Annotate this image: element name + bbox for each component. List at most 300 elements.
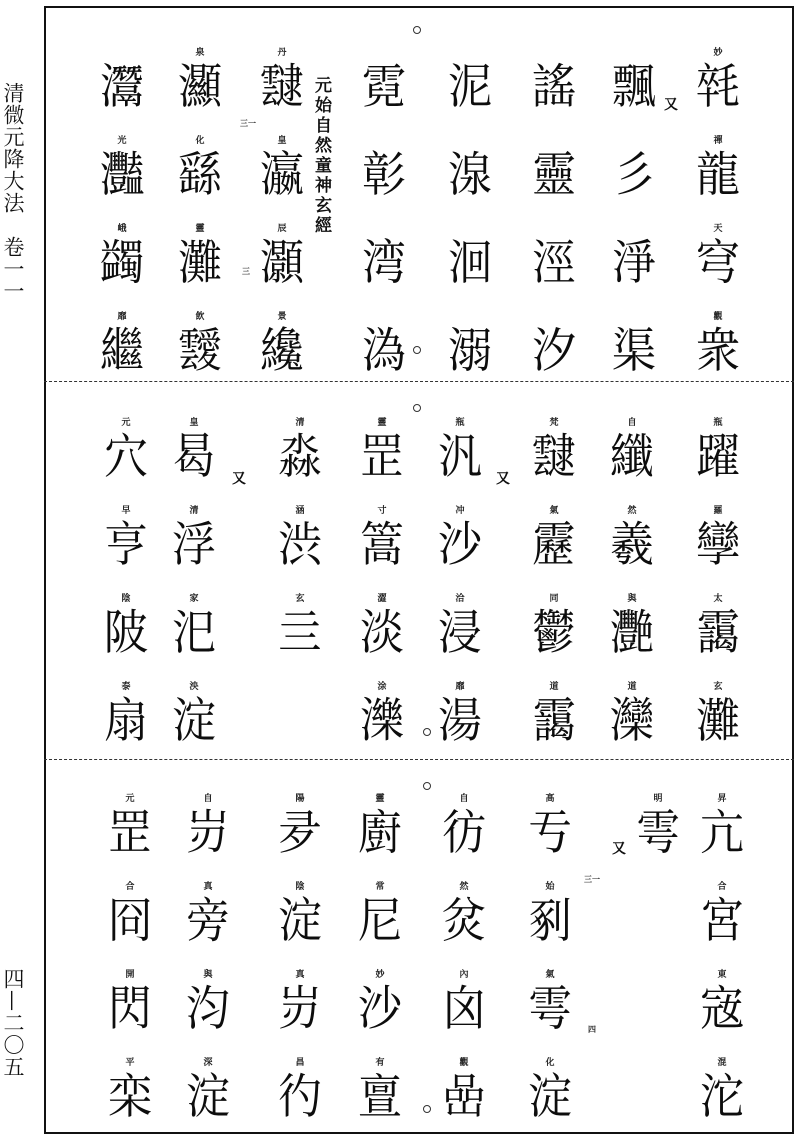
- glyph-cell: [268, 794, 332, 882]
- glyph-label: 平: [125, 1058, 135, 1068]
- glyph-label: 自: [203, 794, 213, 804]
- seal-glyph: 湯: [438, 693, 482, 749]
- glyph-label: 然: [627, 506, 637, 516]
- seal-glyph: 淀: [172, 693, 216, 749]
- glyph-column: [250, 48, 314, 400]
- glyph-cell: [94, 506, 158, 594]
- seal-glyph: 羲: [610, 517, 654, 573]
- glyph-column: [350, 418, 414, 770]
- glyph-cell: [98, 970, 162, 1058]
- glyph-label: 光: [117, 136, 127, 146]
- glyph-column: [522, 48, 586, 400]
- glyph-label: 靈: [377, 418, 387, 428]
- glyph-cell: [162, 682, 226, 770]
- seal-glyph: 浮: [172, 517, 216, 573]
- seal-glyph: 蠲: [100, 235, 144, 291]
- glyph-cell: [90, 224, 154, 312]
- glyph-cell: [350, 418, 414, 506]
- glyph-label: 禪: [713, 136, 723, 146]
- glyph-column: [690, 794, 754, 1146]
- glyph-column: [176, 794, 240, 1146]
- glyph-label: 清: [189, 506, 199, 516]
- glyph-cell: [690, 882, 754, 970]
- glyph-cell: [268, 882, 332, 970]
- seal-glyph: 靆: [532, 429, 576, 485]
- glyph-cell: [522, 682, 586, 770]
- glyph-column: [602, 48, 666, 400]
- glyph-cell: [94, 418, 158, 506]
- glyph-cell: [428, 418, 492, 506]
- seal-glyph: 洄: [448, 235, 492, 291]
- seal-glyph: 閃: [108, 981, 152, 1037]
- you-marker: 又: [612, 841, 626, 857]
- glyph-label: 觀: [459, 1058, 469, 1068]
- binding-hole: [413, 404, 421, 412]
- seal-glyph: 灩: [100, 147, 144, 203]
- seal-glyph: 扇: [104, 693, 148, 749]
- glyph-label: 靈: [195, 224, 205, 234]
- seal-glyph: 淀: [528, 1069, 572, 1125]
- glyph-cell: [348, 1058, 412, 1146]
- glyph-cell: [522, 136, 586, 224]
- glyph-cell: [168, 48, 232, 136]
- glyph-label: 涵: [295, 506, 305, 516]
- section-mark: 三: [242, 266, 250, 276]
- glyph-column: [522, 418, 586, 770]
- seal-glyph: 亐: [528, 805, 572, 861]
- seal-glyph: 汎: [438, 429, 482, 485]
- glyph-column: [268, 418, 332, 770]
- section-mark: 四: [588, 1024, 596, 1034]
- seal-glyph: 汐: [532, 323, 576, 379]
- glyph-cell: [176, 794, 240, 882]
- glyph-cell: [690, 970, 754, 1058]
- glyph-column: [626, 794, 690, 1146]
- glyph-label: 妙: [375, 970, 385, 980]
- seal-glyph: 宼: [700, 981, 744, 1037]
- glyph-cell: [686, 224, 750, 312]
- glyph-label: 景: [277, 312, 287, 322]
- glyph-cell: [686, 48, 750, 136]
- glyph-cell: [518, 970, 582, 1058]
- seal-glyph: 靆: [260, 59, 304, 115]
- glyph-cell: [686, 506, 750, 594]
- seal-glyph: 靂: [532, 517, 576, 573]
- binding-hole: [423, 782, 431, 790]
- glyph-label: 玄: [295, 594, 305, 604]
- glyph-cell: [522, 594, 586, 682]
- glyph-cell: [432, 1058, 496, 1146]
- glyph-cell: [686, 594, 750, 682]
- glyph-cell: [686, 418, 750, 506]
- glyph-cell: [352, 224, 416, 312]
- glyph-label: 家: [189, 594, 199, 604]
- section-mark: 三一: [240, 118, 256, 128]
- seal-glyph: 纖: [610, 429, 654, 485]
- glyph-cell: [438, 136, 502, 224]
- seal-glyph: 亶: [358, 1069, 402, 1125]
- glyph-column: [428, 418, 492, 770]
- glyph-cell: [98, 794, 162, 882]
- seal-glyph: 宮: [700, 893, 744, 949]
- seal-glyph: 陂: [104, 605, 148, 661]
- glyph-label: 涂: [377, 682, 387, 692]
- seal-glyph: 淨: [612, 235, 656, 291]
- seal-glyph: 渋: [278, 517, 322, 573]
- glyph-label: 氣: [549, 506, 559, 516]
- glyph-label: 始: [545, 882, 555, 892]
- seal-glyph: 灝: [260, 235, 304, 291]
- glyph-cell: [600, 682, 664, 770]
- you-marker: 又: [232, 471, 246, 487]
- glyph-cell: [626, 970, 690, 1058]
- glyph-label: 元: [125, 794, 135, 804]
- seal-glyph: 沙: [438, 517, 482, 573]
- glyph-label: 瓶: [713, 418, 723, 428]
- glyph-label: 早: [121, 506, 131, 516]
- glyph-cell: [686, 312, 750, 400]
- glyph-label: 與: [627, 594, 637, 604]
- glyph-label: 靈: [375, 794, 385, 804]
- glyph-label: 觀: [713, 312, 723, 322]
- glyph-label: 混: [717, 1058, 727, 1068]
- glyph-label: 泱: [189, 682, 199, 692]
- glyph-column: [518, 794, 582, 1146]
- glyph-cell: [94, 682, 158, 770]
- glyph-label: 澀: [377, 594, 387, 604]
- glyph-cell: [690, 1058, 754, 1146]
- seal-glyph: 灦: [178, 59, 222, 115]
- glyph-cell: [522, 224, 586, 312]
- seal-glyph: 躍: [696, 429, 740, 485]
- glyph-label: 道: [627, 682, 637, 692]
- glyph-label: 合: [125, 882, 135, 892]
- glyph-label: 內: [459, 970, 469, 980]
- glyph-cell: [250, 48, 314, 136]
- glyph-label: 洽: [455, 594, 465, 604]
- glyph-label: 靡: [117, 312, 127, 322]
- binding-hole: [423, 1105, 431, 1113]
- glyph-label: 飲: [195, 312, 205, 322]
- glyph-label: 皇: [189, 418, 199, 428]
- glyph-cell: [162, 594, 226, 682]
- seal-glyph: 淼: [278, 429, 322, 485]
- glyph-cell: [686, 682, 750, 770]
- seal-glyph: 灊: [100, 59, 144, 115]
- glyph-label: 峨: [117, 224, 127, 234]
- glyph-label: 化: [545, 1058, 555, 1068]
- seal-glyph: 亖: [278, 605, 322, 661]
- seal-glyph: 彡: [612, 147, 656, 203]
- glyph-column: [94, 418, 158, 770]
- glyph-cell: [348, 794, 412, 882]
- glyph-label: 然: [459, 882, 469, 892]
- glyph-cell: [522, 506, 586, 594]
- glyph-cell: [626, 882, 690, 970]
- seal-glyph: 穹: [696, 235, 740, 291]
- seal-glyph: 炃: [442, 893, 486, 949]
- glyph-column: [268, 794, 332, 1146]
- seal-glyph: 霓: [362, 59, 406, 115]
- glyph-cell: [352, 48, 416, 136]
- glyph-cell: [162, 418, 226, 506]
- glyph-cell: [350, 682, 414, 770]
- seal-glyph: 夛: [278, 805, 322, 861]
- glyph-cell: [626, 794, 690, 882]
- glyph-label: 高: [545, 794, 555, 804]
- seal-glyph: 亢: [700, 805, 744, 861]
- seal-glyph: 灘: [696, 693, 740, 749]
- glyph-label: 深: [203, 1058, 213, 1068]
- glyph-cell: [176, 970, 240, 1058]
- glyph-label: 東: [717, 970, 727, 980]
- seal-glyph: 浸: [438, 605, 482, 661]
- glyph-cell: [686, 136, 750, 224]
- seal-glyph: 繼: [100, 323, 144, 379]
- seal-glyph: 㲞: [696, 59, 740, 115]
- glyph-label: 合: [717, 882, 727, 892]
- glyph-label: 太: [713, 594, 723, 604]
- glyph-label: 泰: [121, 682, 131, 692]
- seal-glyph: 謠: [532, 59, 576, 115]
- glyph-label: 冲: [455, 506, 465, 516]
- seal-glyph: 汮: [186, 981, 230, 1037]
- glyph-column: [352, 48, 416, 400]
- glyph-label: 氣: [545, 970, 555, 980]
- glyph-label: 寸: [377, 506, 387, 516]
- seal-glyph: 渠: [612, 323, 656, 379]
- glyph-cell: [432, 882, 496, 970]
- seal-glyph: 尼: [358, 893, 402, 949]
- glyph-column: [162, 418, 226, 770]
- glyph-cell: [600, 506, 664, 594]
- glyph-cell: [168, 136, 232, 224]
- seal-glyph: 湾: [362, 235, 406, 291]
- seal-glyph: 囟: [442, 981, 486, 1037]
- glyph-cell: [438, 224, 502, 312]
- seal-glyph: 龍: [696, 147, 740, 203]
- glyph-label: 昇: [717, 794, 727, 804]
- glyph-label: 自: [459, 794, 469, 804]
- glyph-label: 清: [295, 418, 305, 428]
- glyph-cell: [626, 1058, 690, 1146]
- glyph-label: 有: [375, 1058, 385, 1068]
- seal-glyph: 彴: [278, 1069, 322, 1125]
- glyph-cell: [176, 1058, 240, 1146]
- glyph-cell: [600, 418, 664, 506]
- glyph-cell: [268, 418, 332, 506]
- glyph-label: 道: [549, 682, 559, 692]
- seal-glyph: 淡: [360, 605, 404, 661]
- glyph-cell: [250, 312, 314, 400]
- seal-glyph: 飄: [612, 59, 656, 115]
- glyph-cell: [518, 1058, 582, 1146]
- glyph-label: 開: [125, 970, 135, 980]
- glyph-cell: [90, 136, 154, 224]
- glyph-cell: [90, 312, 154, 400]
- seal-glyph: 湶: [448, 147, 492, 203]
- glyph-label: 與: [203, 970, 213, 980]
- seal-glyph: 沙: [358, 981, 402, 1037]
- glyph-column: [600, 418, 664, 770]
- seal-glyph: 靄: [532, 693, 576, 749]
- glyph-label: 真: [295, 970, 305, 980]
- seal-glyph: 罡: [108, 805, 152, 861]
- section-mark: 三一: [584, 874, 600, 884]
- glyph-label: 玄: [713, 682, 723, 692]
- glyph-label: 自: [627, 418, 637, 428]
- glyph-cell: [350, 594, 414, 682]
- seal-glyph: 栾: [108, 1069, 152, 1125]
- side-page-number: 四—二〇五: [1, 968, 25, 1078]
- glyph-cell: [432, 970, 496, 1058]
- binding-hole: [413, 26, 421, 34]
- seal-glyph: 濼: [360, 693, 404, 749]
- you-marker: 又: [496, 471, 510, 487]
- seal-glyph: 曷: [172, 429, 216, 485]
- glyph-label: 靡: [455, 682, 465, 692]
- glyph-cell: [428, 594, 492, 682]
- glyph-column: [432, 794, 496, 1146]
- glyph-label: 明: [653, 794, 663, 804]
- glyph-cell: [518, 882, 582, 970]
- glyph-cell: [438, 312, 502, 400]
- glyph-label: 昌: [295, 1058, 305, 1068]
- glyph-cell: [348, 970, 412, 1058]
- seal-glyph: 岃: [186, 805, 230, 861]
- glyph-label: 陰: [121, 594, 131, 604]
- seal-glyph: 罡: [360, 429, 404, 485]
- glyph-label: 羅: [713, 506, 723, 516]
- seal-glyph: 雩: [636, 805, 680, 861]
- glyph-label: 皇: [277, 136, 287, 146]
- seal-glyph: 泥: [448, 59, 492, 115]
- glyph-label: 常: [375, 882, 385, 892]
- glyph-cell: [268, 1058, 332, 1146]
- glyph-cell: [268, 506, 332, 594]
- glyph-cell: [602, 136, 666, 224]
- glyph-cell: [690, 794, 754, 882]
- seal-glyph: 穴: [104, 429, 148, 485]
- glyph-cell: [602, 224, 666, 312]
- seal-glyph: 沱: [700, 1069, 744, 1125]
- seal-glyph: 彰: [362, 147, 406, 203]
- glyph-cell: [162, 506, 226, 594]
- seal-glyph: 鬱: [532, 605, 576, 661]
- glyph-cell: [428, 682, 492, 770]
- seal-glyph: 瀛: [260, 147, 304, 203]
- glyph-cell: [602, 48, 666, 136]
- seal-glyph: 剢: [528, 893, 572, 949]
- glyph-cell: [250, 224, 314, 312]
- glyph-cell: [438, 48, 502, 136]
- seal-glyph: 繇: [178, 147, 222, 203]
- glyph-label: 陽: [295, 794, 305, 804]
- glyph-column: [686, 48, 750, 400]
- seal-glyph: 孿: [696, 517, 740, 573]
- glyph-cell: [352, 136, 416, 224]
- glyph-label: 辰: [277, 224, 287, 234]
- glyph-label: 瓶: [455, 418, 465, 428]
- glyph-column: [348, 794, 412, 1146]
- seal-glyph: 雩: [528, 981, 572, 1037]
- seal-glyph: 溈: [362, 323, 406, 379]
- seal-glyph: 嵒: [442, 1069, 486, 1125]
- seal-glyph: 靉: [178, 323, 222, 379]
- glyph-cell: [98, 882, 162, 970]
- seal-glyph: 篙: [360, 517, 404, 573]
- glyph-cell: [268, 594, 332, 682]
- glyph-cell: [522, 48, 586, 136]
- seal-glyph: 岃: [278, 981, 322, 1037]
- you-marker: 又: [664, 97, 678, 113]
- glyph-label: 陰: [295, 882, 305, 892]
- glyph-cell: [268, 970, 332, 1058]
- seal-glyph: 灧: [610, 605, 654, 661]
- seal-glyph: 纔: [260, 323, 304, 379]
- seal-glyph: 涇: [532, 235, 576, 291]
- seal-glyph: 淀: [278, 893, 322, 949]
- glyph-column: [168, 48, 232, 400]
- seal-glyph: 彷: [442, 805, 486, 861]
- glyph-cell: [176, 882, 240, 970]
- glyph-cell: [98, 1058, 162, 1146]
- seal-glyph: 衆: [696, 323, 740, 379]
- seal-glyph: 旁: [186, 893, 230, 949]
- seal-glyph: 溺: [448, 323, 492, 379]
- glyph-cell: [350, 506, 414, 594]
- seal-glyph: 灘: [178, 235, 222, 291]
- glyph-label: 元: [121, 418, 131, 428]
- glyph-cell: [168, 224, 232, 312]
- glyph-label: 梵: [549, 418, 559, 428]
- glyph-label: 妙: [713, 48, 723, 58]
- glyph-cell: [428, 506, 492, 594]
- glyph-cell: [352, 312, 416, 400]
- glyph-cell: [600, 594, 664, 682]
- scripture-title: 元始自然童神玄經: [311, 76, 331, 236]
- glyph-label: 丹: [277, 48, 287, 58]
- section-divider: [44, 381, 794, 382]
- glyph-column: [98, 794, 162, 1146]
- seal-glyph: 靈: [532, 147, 576, 203]
- seal-glyph: 靄: [696, 605, 740, 661]
- seal-glyph: 冏: [108, 893, 152, 949]
- glyph-label: 天: [713, 224, 723, 234]
- seal-glyph: 廚: [358, 805, 402, 861]
- glyph-label: 泉: [195, 48, 205, 58]
- side-title: 清微元降大法 卷一一: [1, 82, 25, 302]
- seal-glyph: 亨: [104, 517, 148, 573]
- glyph-cell: [432, 794, 496, 882]
- glyph-cell: [602, 312, 666, 400]
- glyph-cell: [168, 312, 232, 400]
- glyph-label: 化: [195, 136, 205, 146]
- glyph-cell: [94, 594, 158, 682]
- glyph-column: [686, 418, 750, 770]
- glyph-label: 同: [549, 594, 559, 604]
- glyph-cell: [90, 48, 154, 136]
- glyph-cell: [522, 418, 586, 506]
- glyph-label: 真: [203, 882, 213, 892]
- seal-glyph: 灤: [610, 693, 654, 749]
- glyph-cell: [250, 136, 314, 224]
- glyph-cell: [268, 682, 332, 770]
- glyph-column: [90, 48, 154, 400]
- glyph-cell: [522, 312, 586, 400]
- glyph-cell: [518, 794, 582, 882]
- seal-glyph: 淀: [186, 1069, 230, 1125]
